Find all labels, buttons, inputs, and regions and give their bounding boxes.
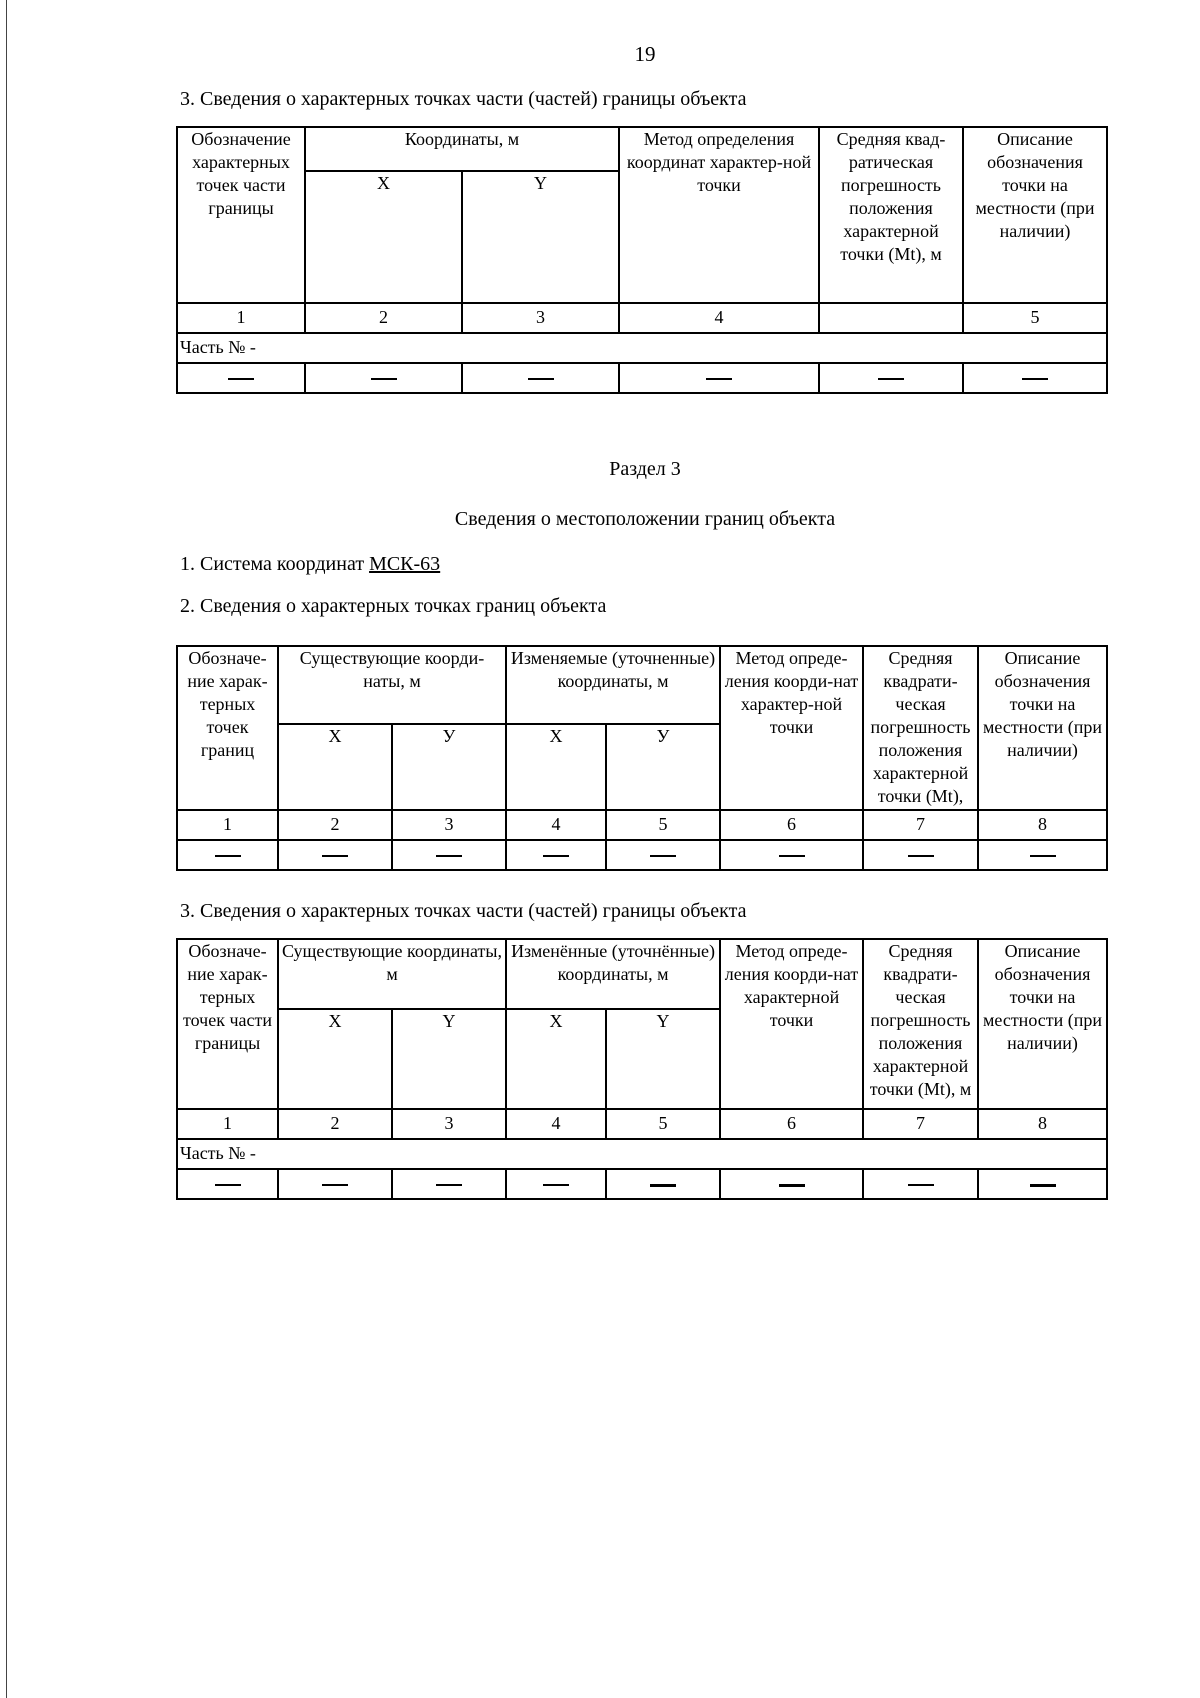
header-existing-coordinates: Существующие коорди-наты, м xyxy=(278,646,506,724)
column-number: 8 xyxy=(978,810,1107,840)
header-designation: Обозначе-ние харак-терных точек части границы xyxy=(177,939,278,1109)
empty-cell xyxy=(278,840,392,870)
dash-mark xyxy=(371,378,397,380)
dash-mark xyxy=(215,855,241,857)
dash-mark xyxy=(650,855,676,857)
empty-cell xyxy=(305,363,462,393)
header-designation: Обозначе-ние харак-терных точек границ xyxy=(177,646,278,810)
column-number: 5 xyxy=(606,1109,720,1139)
column-number: 1 xyxy=(177,303,305,333)
section2-part-table xyxy=(176,126,1108,394)
header-y: У xyxy=(606,724,720,810)
dash-mark xyxy=(908,1184,934,1186)
empty-cell xyxy=(177,363,305,393)
empty-cell xyxy=(863,840,978,870)
column-number: 4 xyxy=(506,1109,606,1139)
empty-cell xyxy=(978,840,1107,870)
header-error: Средняя квад-ратическая погрешность положения характерной точки (Mt), м xyxy=(819,127,963,303)
header-y: Y xyxy=(606,1009,720,1109)
points-table xyxy=(176,645,1108,871)
dash-mark xyxy=(1030,855,1056,857)
empty-cell xyxy=(606,840,720,870)
header-description: Описание обозначения точки на местности (при наличии) xyxy=(963,127,1107,303)
empty-cell xyxy=(392,840,506,870)
dash-mark xyxy=(543,1184,569,1186)
header-x: X xyxy=(278,724,392,810)
empty-cell xyxy=(978,1169,1107,1199)
dash-mark xyxy=(228,378,254,380)
column-number: 6 xyxy=(720,810,863,840)
column-number: 5 xyxy=(963,303,1107,333)
header-x: X xyxy=(506,1009,606,1109)
dash-mark xyxy=(528,378,554,380)
dash-mark xyxy=(1022,378,1048,380)
header-method: Метод опреде-ления коорди-нат характерной точки xyxy=(720,939,863,1109)
parts-table xyxy=(176,938,1108,1200)
header-description: Описание обозначения точки на местности (при наличии) xyxy=(978,939,1107,1109)
page-number: 19 xyxy=(634,42,656,66)
dash-mark xyxy=(908,855,934,857)
header-description: Описание обозначения точки на местности (при наличии) xyxy=(978,646,1107,810)
column-number xyxy=(819,303,963,333)
header-x: X xyxy=(278,1009,392,1109)
section3-subtitle: Сведения о местоположении границ объекта xyxy=(454,508,836,530)
header-method: Метод опреде-ления коорди-нат характер-ной точки xyxy=(720,646,863,810)
empty-cell xyxy=(963,363,1107,393)
column-number: 2 xyxy=(278,1109,392,1139)
column-number: 8 xyxy=(978,1109,1107,1139)
column-number: 7 xyxy=(863,1109,978,1139)
dash-mark xyxy=(779,855,805,857)
parts-heading: 3. Сведения о характерных точках части (частей) границы объекта xyxy=(180,900,747,922)
dash-mark xyxy=(322,855,348,857)
dash-mark xyxy=(878,378,904,380)
header-changed-coordinates: Изменяемые (уточненные) координаты, м xyxy=(506,646,720,724)
column-number: 3 xyxy=(462,303,619,333)
column-number: 2 xyxy=(278,810,392,840)
header-y: У xyxy=(392,724,506,810)
empty-cell xyxy=(720,1169,863,1199)
header-changed-coordinates: Изменённые (уточнённые) координаты, м xyxy=(506,939,720,1009)
column-number: 3 xyxy=(392,810,506,840)
empty-cell xyxy=(506,840,606,870)
empty-cell xyxy=(619,363,819,393)
column-number: 1 xyxy=(177,810,278,840)
coordinate-system-label: 1. Система координат xyxy=(180,553,365,575)
dash-mark xyxy=(436,1184,462,1186)
section2-part-heading: 3. Сведения о характерных точках части (частей) границы объекта xyxy=(180,88,747,110)
empty-cell xyxy=(462,363,619,393)
points-heading: 2. Сведения о характерных точках границ объекта xyxy=(180,595,607,617)
column-number: 4 xyxy=(619,303,819,333)
column-number: 6 xyxy=(720,1109,863,1139)
dash-mark xyxy=(543,855,569,857)
dash-mark xyxy=(215,1184,241,1186)
header-y: Y xyxy=(392,1009,506,1109)
empty-cell xyxy=(720,840,863,870)
column-number: 5 xyxy=(606,810,720,840)
coordinate-system-line xyxy=(180,553,440,576)
header-y: Y xyxy=(462,171,619,303)
header-method: Метод определения координат характер-ной точки xyxy=(619,127,819,303)
empty-cell xyxy=(177,1169,278,1199)
coordinate-system-value: МСК-63 xyxy=(369,553,441,575)
section3-title: Раздел 3 xyxy=(609,458,681,480)
header-designation: Обозначение характерных точек части границы xyxy=(177,127,305,303)
dash-mark xyxy=(436,855,462,857)
column-number: 1 xyxy=(177,1109,278,1139)
column-number: 2 xyxy=(305,303,462,333)
column-number: 4 xyxy=(506,810,606,840)
part-label-row: Часть № - xyxy=(177,1139,1107,1169)
empty-cell xyxy=(177,840,278,870)
dash-mark xyxy=(650,1184,676,1187)
empty-cell xyxy=(819,363,963,393)
empty-cell xyxy=(506,1169,606,1199)
empty-cell xyxy=(606,1169,720,1199)
dash-mark xyxy=(706,378,732,380)
header-coordinates: Координаты, м xyxy=(305,127,619,171)
empty-cell xyxy=(278,1169,392,1199)
dash-mark xyxy=(322,1184,348,1186)
part-label-row: Часть № - xyxy=(177,333,1107,363)
scan-edge-line xyxy=(6,0,7,1698)
dash-mark xyxy=(779,1184,805,1187)
dash-mark xyxy=(1030,1184,1056,1187)
empty-cell xyxy=(863,1169,978,1199)
empty-cell xyxy=(392,1169,506,1199)
header-x: X xyxy=(305,171,462,303)
column-number: 3 xyxy=(392,1109,506,1139)
header-error: Средняя квадрати-ческая погрешность положения характерной точки (Mt), м xyxy=(863,939,978,1109)
column-number: 7 xyxy=(863,810,978,840)
header-x: X xyxy=(506,724,606,810)
header-existing-coordinates: Существующие координаты, м xyxy=(278,939,506,1009)
header-error: Средняя квадрати-ческая погрешность положения характерной точки (Mt), xyxy=(863,646,978,810)
